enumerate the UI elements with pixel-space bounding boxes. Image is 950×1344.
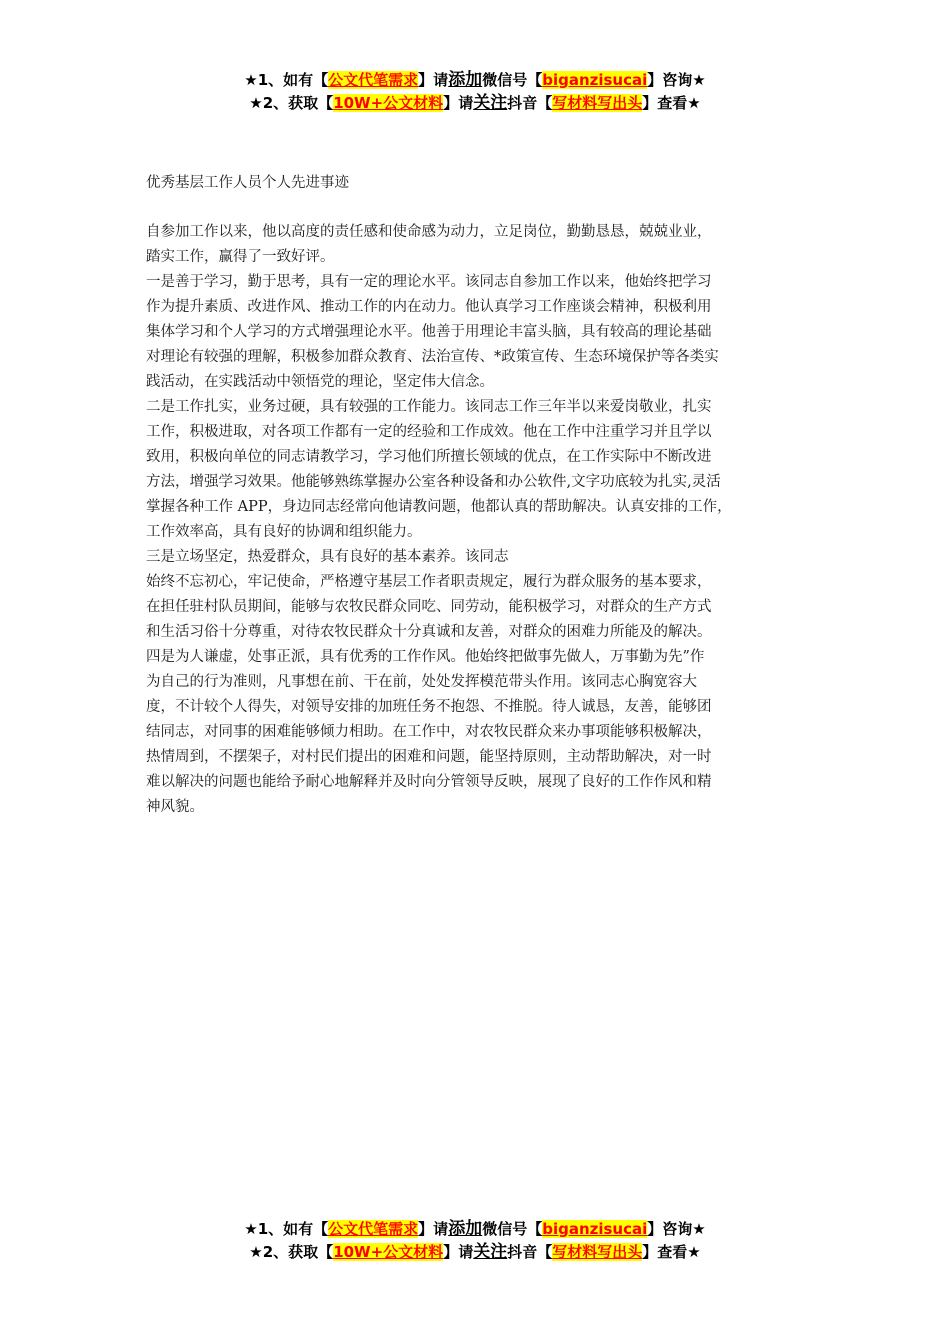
banner-text: 抖音【 <box>507 1243 553 1261</box>
header-banner <box>0 69 950 115</box>
banner-highlight: 公文代笔需求 <box>328 1220 419 1238</box>
document-body <box>146 220 826 820</box>
banner-text: 】咨询★ <box>647 71 706 89</box>
body-line: 热情周到，不摆架子，对村民们提出的困难和问题，能坚持原则，主动帮助解决，对一时 <box>146 749 712 765</box>
banner-highlight: biganzisucai <box>542 71 648 89</box>
banner-highlight: 10W+公文材料 <box>333 94 444 112</box>
banner-text: 】请 <box>418 1220 449 1238</box>
banner-highlight: biganzisucai <box>542 1220 648 1238</box>
body-line: 践活动，在实践活动中领悟党的理论，坚定伟大信念。 <box>146 374 494 390</box>
banner-emphasis: 添加 <box>448 1219 483 1239</box>
body-line: 掌握各种工作 APP，身边同志经常向他请教问题，他都认真的帮助解决。认真安排的工作， <box>146 499 732 515</box>
footer-banner <box>0 1218 950 1264</box>
body-line: 一是善于学习，勤于思考，具有一定的理论水平。该同志自参加工作以来，他始终把学习 <box>146 274 712 290</box>
body-line: 神风貌。 <box>146 799 204 815</box>
body-line: 自参加工作以来，他以高度的责任感和使命感为动力，立足岗位，勤勤恳恳，兢兢业业， <box>146 224 712 240</box>
body-line: 踏实工作，赢得了一致好评。 <box>146 249 335 265</box>
banner-line-2 <box>0 1241 950 1264</box>
body-line: 三是立场坚定，热爱群众，具有良好的基本素养。该同志 <box>146 549 509 565</box>
body-line: 为自己的行为准则，凡事想在前、干在前，处处发挥模范带头作用。该同志心胸宽容大 <box>146 674 697 690</box>
body-line: 对理论有较强的理解，积极参加群众教育、法治宣传、*政策宣传、生态环境保护等各类实 <box>146 349 719 365</box>
body-line: 四是为人谦虚，处事正派，具有优秀的工作作风。他始终把做事先做人，万事勤为先”作 <box>146 649 705 665</box>
banner-highlight: 写材料写出头 <box>552 1243 643 1261</box>
banner-text: 】咨询★ <box>647 1220 706 1238</box>
banner-text: ★1、如有【 <box>244 1220 329 1238</box>
banner-text: ★2、获取【 <box>249 1243 334 1261</box>
banner-text: ★1、如有【 <box>244 71 329 89</box>
banner-highlight: 10W+公文材料 <box>333 1243 444 1261</box>
body-line: 工作效率高，具有良好的协调和组织能力。 <box>146 524 422 540</box>
document-title: 优秀基层工作人员个人先进事迹 <box>146 175 349 191</box>
banner-text: 】查看★ <box>642 94 701 112</box>
banner-text: 】请 <box>418 71 449 89</box>
body-line: 度，不计较个人得失，对领导安排的加班任务不抱怨、不推脱。待人诚恳，友善，能够团 <box>146 699 712 715</box>
body-line: 始终不忘初心，牢记使命，严格遵守基层工作者职责规定，履行为群众服务的基本要求， <box>146 574 712 590</box>
body-line: 和生活习俗十分尊重，对待农牧民群众十分真诚和友善，对群众的困难力所能及的解决。 <box>146 624 712 640</box>
banner-text: 微信号【 <box>482 71 543 89</box>
body-line: 二是工作扎实，业务过硬，具有较强的工作能力。该同志工作三年半以来爱岗敬业，扎实 <box>146 399 712 415</box>
body-line: 方法，增强学习效果。他能够熟练掌握办公室各种设备和办公软件,文字功底较为扎实,灵活 <box>146 474 721 490</box>
body-line: 工作，积极进取，对各项工作都有一定的经验和工作成效。他在工作中注重学习并且学以 <box>146 424 712 440</box>
banner-text: 微信号【 <box>482 1220 543 1238</box>
body-line: 在担任驻村队员期间，能够与农牧民群众同吃、同劳动，能积极学习，对群众的生产方式 <box>146 599 712 615</box>
banner-emphasis: 添加 <box>448 70 483 90</box>
banner-emphasis: 关注 <box>473 93 508 113</box>
banner-text: ★2、获取【 <box>249 94 334 112</box>
banner-line-1 <box>0 69 950 92</box>
banner-highlight: 公文代笔需求 <box>328 71 419 89</box>
banner-line-1 <box>0 1218 950 1241</box>
banner-text: 抖音【 <box>507 94 553 112</box>
body-line: 集体学习和个人学习的方式增强理论水平。他善于用理论丰富头脑，具有较高的理论基础 <box>146 324 712 340</box>
body-line: 作为提升素质、改进作风、推动工作的内在动力。他认真学习工作座谈会精神，积极利用 <box>146 299 712 315</box>
banner-text: 】查看★ <box>642 1243 701 1261</box>
body-line: 结同志，对同事的困难能够倾力相助。在工作中，对农牧民群众来办事项能够积极解决， <box>146 724 712 740</box>
body-line: 难以解决的问题也能给予耐心地解释并及时向分管领导反映，展现了良好的工作作风和精 <box>146 774 712 790</box>
banner-highlight: 写材料写出头 <box>552 94 643 112</box>
banner-text: 】请 <box>443 1243 474 1261</box>
banner-emphasis: 关注 <box>473 1242 508 1262</box>
banner-line-2 <box>0 92 950 115</box>
body-line: 致用，积极向单位的同志请教学习，学习他们所擅长领域的优点，在工作实际中不断改进 <box>146 449 712 465</box>
banner-text: 】请 <box>443 94 474 112</box>
